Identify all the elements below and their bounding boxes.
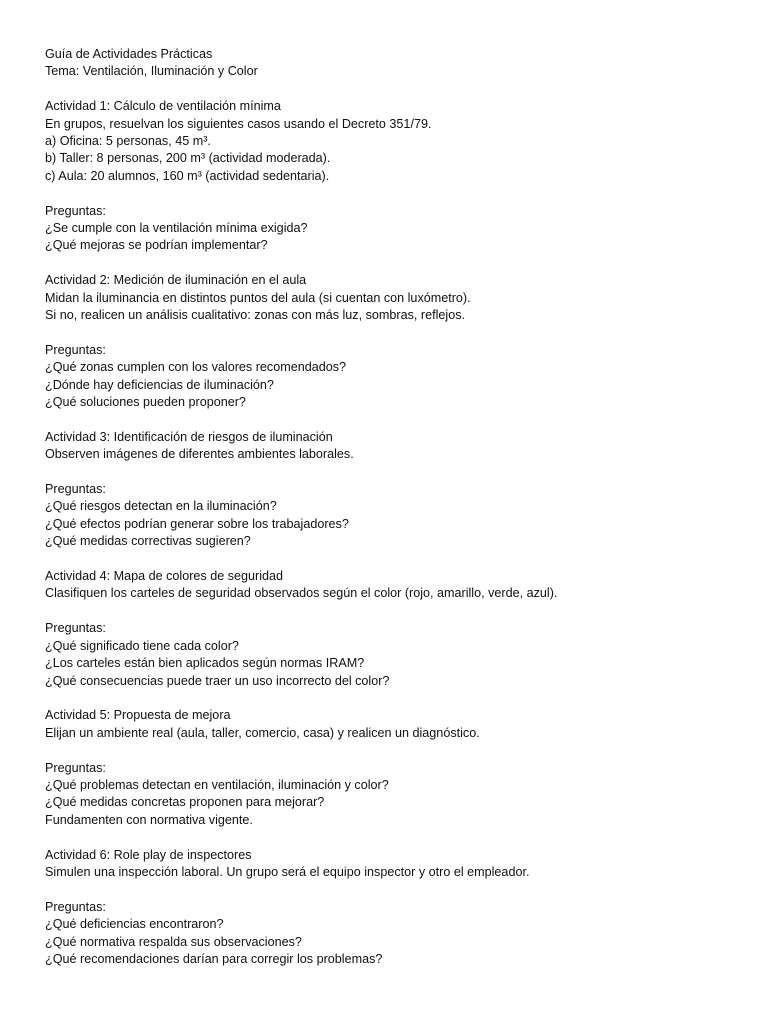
question-item: Fundamenten con normativa vigente. xyxy=(45,812,253,827)
question-item: ¿Qué medidas correctivas sugieren? xyxy=(45,534,251,549)
activity-description-line: Observen imágenes de diferentes ambientes laborales. xyxy=(45,447,354,462)
document-body xyxy=(45,46,745,968)
activity-title: Actividad 5: Propuesta de mejora xyxy=(45,708,231,723)
activity-description-line: Elijan un ambiente real (aula, taller, comercio, casa) y realicen un diagnóstico. xyxy=(45,725,480,740)
question-item: ¿Qué zonas cumplen con los valores recomendados? xyxy=(45,360,347,375)
spacer xyxy=(45,690,745,707)
spacer xyxy=(45,829,745,846)
questions-label: Preguntas: xyxy=(45,342,106,357)
activity-description-line: En grupos, resuelvan los siguientes casos usando el Decreto 351/79. xyxy=(45,116,432,131)
activity-description-line: b) Taller: 8 personas, 200 m³ (actividad moderada). xyxy=(45,151,331,166)
spacer xyxy=(45,255,745,272)
question-item: ¿Qué consecuencias puede traer un uso incorrecto del color? xyxy=(45,673,390,688)
questions-label: Preguntas: xyxy=(45,482,106,497)
spacer xyxy=(45,742,745,759)
questions-label: Preguntas: xyxy=(45,203,106,218)
spacer xyxy=(45,603,745,620)
question-item: ¿Qué deficiencias encontraron? xyxy=(45,917,224,932)
question-item: ¿Qué riesgos detectan en la iluminación? xyxy=(45,499,277,514)
question-item: ¿Se cumple con la ventilación mínima exigida? xyxy=(45,221,308,236)
question-item: ¿Qué medidas concretas proponen para mejorar? xyxy=(45,795,325,810)
spacer xyxy=(45,185,745,202)
activity-title: Actividad 1: Cálculo de ventilación mínima xyxy=(45,99,281,114)
questions-label: Preguntas: xyxy=(45,899,106,914)
question-item: ¿Qué efectos podrían generar sobre los trabajadores? xyxy=(45,516,349,531)
spacer xyxy=(45,881,745,898)
spacer xyxy=(45,81,745,98)
activity-description-line: a) Oficina: 5 personas, 45 m³. xyxy=(45,134,211,149)
question-item: ¿Qué problemas detectan en ventilación, iluminación y color? xyxy=(45,777,389,792)
question-item: ¿Qué mejoras se podrían implementar? xyxy=(45,238,268,253)
question-item: ¿Dónde hay deficiencias de iluminación? xyxy=(45,377,274,392)
activity-title: Actividad 2: Medición de iluminación en el aula xyxy=(45,273,307,288)
document-title: Guía de Actividades Prácticas xyxy=(45,47,213,61)
activity-title: Actividad 6: Role play de inspectores xyxy=(45,847,252,862)
spacer xyxy=(45,551,745,568)
spacer xyxy=(45,464,745,481)
question-item: ¿Qué significado tiene cada color? xyxy=(45,638,239,653)
question-item: ¿Los carteles están bien aplicados según normas IRAM? xyxy=(45,656,365,671)
document-topic: Tema: Ventilación, Iluminación y Color xyxy=(45,64,258,79)
activity-description-line: c) Aula: 20 alumnos, 160 m³ (actividad sedentaria). xyxy=(45,168,330,183)
activity-description-line: Clasifiquen los carteles de seguridad observados según el color (rojo, amarillo, verde, azul). xyxy=(45,586,558,601)
question-item: ¿Qué soluciones pueden proponer? xyxy=(45,395,246,410)
questions-label: Preguntas: xyxy=(45,760,106,775)
question-item: ¿Qué recomendaciones darían para corregir los problemas? xyxy=(45,951,383,966)
question-item: ¿Qué normativa respalda sus observaciones? xyxy=(45,934,302,949)
activity-title: Actividad 3: Identificación de riesgos de iluminación xyxy=(45,429,333,444)
spacer xyxy=(45,324,745,341)
activity-description-line: Midan la iluminancia en distintos puntos del aula (si cuentan con luxómetro). xyxy=(45,290,471,305)
activity-title: Actividad 4: Mapa de colores de seguridad xyxy=(45,569,284,584)
activity-description-line: Simulen una inspección laboral. Un grupo será el equipo inspector y otro el empleador. xyxy=(45,864,530,879)
questions-label: Preguntas: xyxy=(45,621,106,636)
activity-description-line: Si no, realicen un análisis cualitativo: zonas con más luz, sombras, reflejos. xyxy=(45,308,465,323)
spacer xyxy=(45,411,745,428)
